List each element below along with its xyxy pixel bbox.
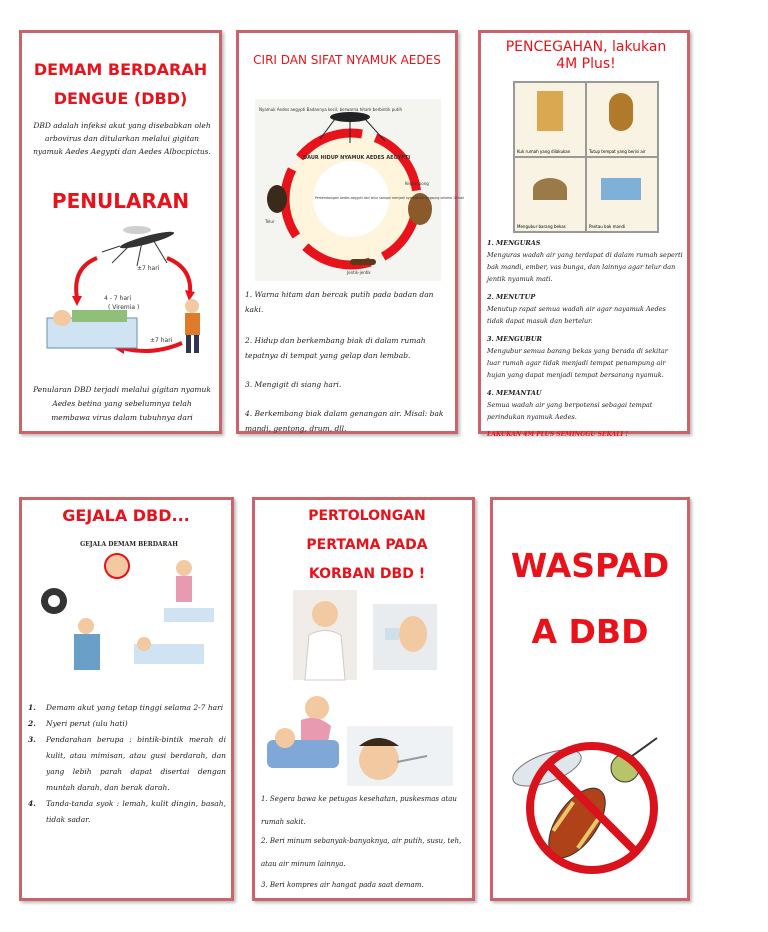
prevention-image-2 [586, 82, 658, 157]
larva-icon [350, 259, 376, 265]
symptom-row-1 [28, 700, 226, 716]
symptoms-image-title: GEJALA DEMAM BERDARAH [80, 541, 178, 548]
cycle-label-mosquito: Nyamuk Aedes aegypti Badannya kecil, berwarna hitam berbintik putih [259, 107, 402, 112]
diagram-label-3: ( Viremia ) [108, 304, 140, 311]
symptom-3: Pendarahan berupa : bintik-bintik merah di kulit, atau mimisan, atau gusi berdarah, dan yang lebih parah dapat disertai dengan muntah darah, dan berak darah. [46, 735, 226, 792]
panel1-intro: DBD adalah infeksi akut yang disebabkan oleh arbovirus dan ditularkan melalui gigitan nyamuk Aedes Aegypti dan Aedes Albocpictus. [33, 121, 211, 156]
symptom-number-2: 2. [28, 719, 36, 728]
cycle-label-larva: Jentik-jentik [347, 270, 371, 275]
diagram-label-1: ±7 hari [137, 265, 160, 272]
panel-gejala [19, 497, 234, 901]
diagram-label-4: ±7 hari [150, 337, 173, 344]
prevention-head-3: 3. MENGUBUR [487, 335, 542, 343]
prohibition-icon [530, 746, 654, 870]
symptom-row-3 [28, 732, 226, 796]
compress-image [261, 690, 345, 774]
panel3-title: PENCEGAHAN, lakukan 4M Plus! [505, 39, 667, 72]
panel-pertolongan [252, 497, 475, 901]
symptom-row-4 [28, 796, 226, 828]
panel6-title-line2: A DBD [531, 612, 649, 651]
symptom-4: Tanda-tanda syok : lemah, kulit dingin, basah, tidak sadar. [46, 799, 226, 824]
prevention-text-3: Mengubur semua barang bekas yang berada di sekitar luar rumah agar tidak menjadi tempat penampung air hujan yang dapat menjadi tempat bersarang nyamuk. [487, 347, 668, 379]
transmission-diagram-image [42, 218, 207, 358]
first-aid-item-2: 2. Beri minum sebanyak-banyaknya, air putih, susu, teh, atau air minum lainnya. [261, 837, 462, 868]
tire-icon [41, 588, 67, 614]
symptom-number-4: 4. [28, 799, 36, 808]
prevention-text-2: Menutup rapat semua wadah air agar nayamuk Aedes tidak dapat masuk dan bertelur. [487, 305, 666, 325]
prevention-head-1: 1. MENGURAS [487, 239, 541, 247]
grid-caption-3: Mengubur barang bekas [517, 224, 566, 229]
panel2-title: CIRI DAN SIFAT NYAMUK AEDES [253, 53, 441, 67]
prevention-image-grid [513, 81, 659, 233]
panel4-title: GEJALA DBD... [62, 506, 190, 525]
egg-icon [267, 185, 287, 213]
panel1-title: DEMAM BERDARAH DENGUE (DBD) [33, 60, 208, 108]
symptom-number-3: 3. [28, 735, 36, 744]
panel-ciri-nyamuk [236, 30, 465, 434]
panel5-title: PERTOLONGAN PERTAMA PADA KORBAN DBD ! [306, 508, 428, 582]
panel2-item-1: 1. Warna hitam dan bercak putih pada badan dan kaki. [245, 290, 434, 314]
prevention-text-4: Semua wadah air yang berpotensi sebagai tempat perindukan nyamuk Aedes. [487, 401, 653, 421]
mosquito-icon [102, 226, 175, 266]
symptom-number-1: 1. [28, 703, 36, 712]
symptom-row-2 [28, 716, 226, 732]
medicine-image [347, 726, 453, 786]
prevention-footer: LAKUKAN 4M PLUS SEMINGGU SEKALI ! [487, 431, 628, 438]
life-cycle-image [255, 99, 465, 281]
panel-waspada [490, 497, 690, 901]
panel2-item-2: 2. Hidup dan berkembang biak di dalam rumah tepatnya di tempat yang gelap dan lembab. [245, 336, 426, 360]
prevention-text-1: Menguras wadah air yang terdapat di dalam rumah seperti bak mandi, ember, vas bunga, dan lainnya agar telur dan jentik nyamuk mati. [487, 251, 683, 283]
cycle-label-center: Perkembangan Aedes aegypti dari telur sampai menjadi nyamuk berlangsung selama 10 hari [315, 196, 465, 200]
symptoms-image [34, 536, 224, 691]
drinking-image [373, 604, 437, 670]
symptom-1: Demam akut yang tetap tinggi selama 2-7 hari [46, 703, 224, 712]
prevention-head-2: 2. MENUTUP [487, 293, 536, 301]
grid-caption-1: Kuk rumah yang dilakukan [517, 149, 571, 154]
cycle-label-title: DAUR HIDUP NYAMUK AEDES AEGYPTI [303, 155, 411, 161]
diagram-label-2: 4 - 7 hari [104, 295, 132, 302]
prevention-image-4 [586, 157, 658, 232]
prevention-head-4: 4. MEMANTAU [487, 389, 542, 397]
grid-caption-2: Tutup tempat yang berisi air [589, 149, 646, 154]
prevention-image-3 [514, 157, 586, 232]
panel-demam-berdarah [19, 30, 222, 434]
sick-child-icon [105, 554, 129, 578]
healthy-person-icon [185, 299, 200, 353]
no-mosquito-image [507, 728, 677, 878]
panel1-heading: PENULARAN [51, 189, 190, 213]
panel6-title-line1: WASPAD [510, 546, 670, 585]
symptom-2: Nyeri perut (ulu hati) [46, 719, 128, 728]
cycle-label-egg: Telur [265, 219, 275, 224]
panel1-text: Penularan DBD terjadi melalui gigitan nyamuk Aedes betina yang sebelumnya telah membawa virus dalam tubuhnya dari [33, 385, 211, 422]
prevention-image-1 [514, 82, 586, 157]
doctor-image [293, 590, 357, 680]
cycle-label-pupa: Kepompong [405, 181, 429, 186]
grid-caption-4: Pantau bak mandi [589, 224, 626, 229]
first-aid-item-3: 3. Beri kompres air hangat pada saat demam. [261, 881, 424, 889]
panel-pencegahan [478, 30, 690, 438]
child-icon [176, 560, 192, 602]
first-aid-item-1: 1. Segera bawa ke petugas kesehatan, puskesmas atau rumah sakit. [261, 795, 457, 826]
panel2-item-3: 3. Mengigit di siang hari. [245, 380, 342, 389]
lying-patient-icon [164, 608, 214, 622]
panel2-item-4: 4. Berkembang biak dalam genangan air. Misal: bak mandi, gentong, drum, dll. [245, 409, 444, 433]
sick-person-icon [47, 310, 137, 348]
